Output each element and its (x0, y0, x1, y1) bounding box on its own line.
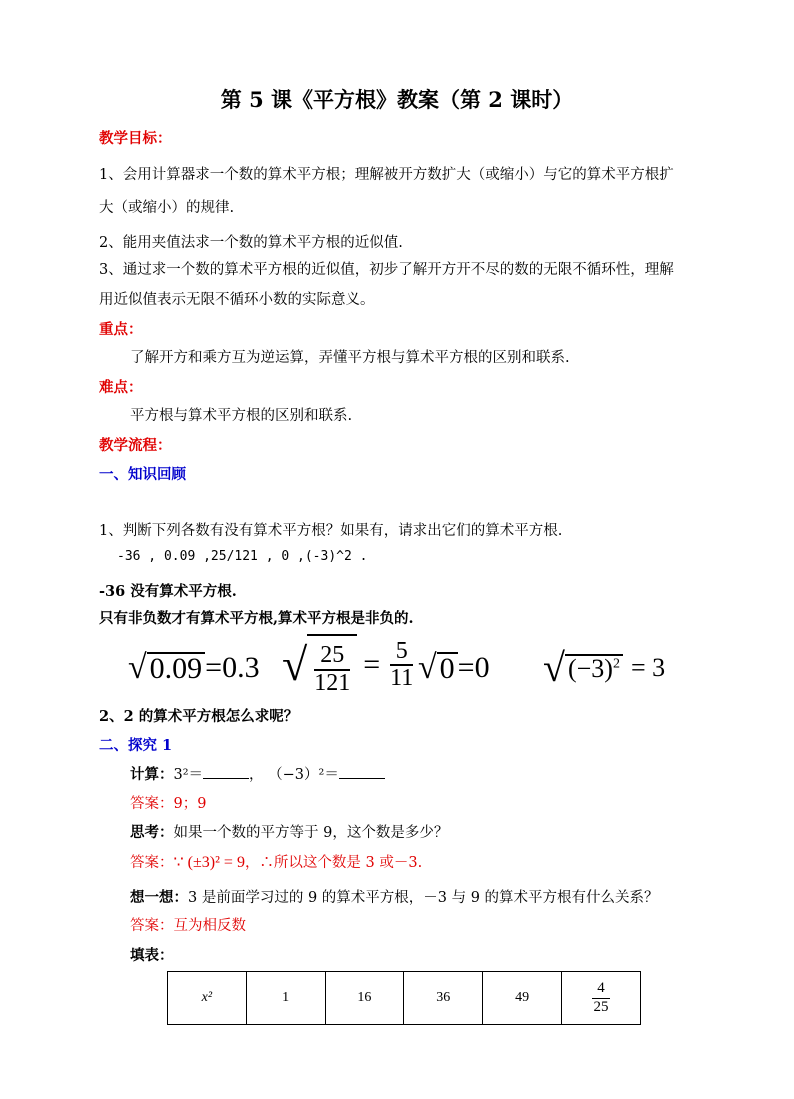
math-sqrt-0: √ 0 =0 (418, 649, 490, 686)
radical-sign: √ (128, 649, 147, 686)
question-1-numbers: -36 , 0.09 ,25/121 , 0 ,(-3)^2 . (117, 549, 368, 564)
answer-rule: 只有非负数才有算术平方根,算术平方根是非负的. (99, 610, 414, 627)
table-cell-fraction: $\frac{4}{25}$ (562, 972, 641, 1025)
radical-sign: √ (543, 645, 565, 690)
objective-3-line1: 3、通过求一个数的算术平方根的近似值，初步了解开方开不尽的数的无限不循环性，理解 (99, 262, 674, 278)
table-cell: 36 (404, 972, 483, 1025)
question-1: 1、判断下列各数有没有算术平方根？如果有，请求出它们的算术平方根. (99, 523, 563, 539)
answer-1: 答案：9；9 (130, 796, 207, 812)
process-heading: 教学流程： (99, 437, 172, 454)
table-cell: 1 (246, 972, 325, 1025)
radical-sign: √ (282, 639, 308, 690)
fill-table (167, 971, 641, 1025)
table-row (168, 972, 641, 1025)
key-points-text: 了解开方和乘方互为逆运算，弄懂平方根与算术平方根的区别和联系. (130, 350, 570, 366)
answer-2: 答案：∵ (±3)² = 9，∴所以这个数是 3 或－3. (130, 854, 423, 871)
objective-3-line2: 用近似值表示无限不循环小数的实际意义。 (99, 292, 375, 308)
answer-neg36: -36 没有算术平方根. (99, 583, 237, 600)
fill-table-label: 填表： (130, 947, 174, 964)
table-head-cell: x² (168, 972, 247, 1025)
objective-2: 2、能用夹值法求一个数的算术平方根的近似值. (99, 235, 403, 251)
calc-line: 计算：3²＝ ， （−3）²＝ (130, 763, 385, 784)
difficulties-heading: 难点： (99, 379, 143, 396)
objectives-heading: 教学目标： (99, 130, 172, 147)
math-sqrt-neg3-squared: √ $(-3)^2$ = 3 (543, 645, 666, 690)
think2-line: 想一想：3 是前面学习过的 9 的算术平方根，－3 与 9 的算术平方根有什么关系？ (130, 889, 659, 906)
key-points-heading: 重点： (99, 321, 143, 338)
difficulties-text: 平方根与算术平方根的区别和联系. (130, 408, 353, 424)
table-cell: 49 (483, 972, 562, 1025)
table-cell: 16 (325, 972, 404, 1025)
answer-3: 答案：互为相反数 (130, 918, 246, 934)
section-1-heading: 一、知识回顾 (99, 466, 186, 483)
objective-1-line2: 大（或缩小）的规律. (99, 200, 235, 216)
math-sqrt-0.09: √ 0.09 =0.3 (128, 649, 260, 686)
blank-1 (203, 766, 249, 779)
radical-sign: √ (418, 649, 437, 686)
think-line: 思考：如果一个数的平方等于 9，这个数是多少？ (130, 824, 449, 841)
math-sqrt-25-121: √ $\frac{25}{121}$ = $\frac{5}{11}$ (282, 636, 417, 694)
objective-1-line1: 1、会用计算器求一个数的算术平方根；理解被开方数扩大（或缩小）与它的算术平方根扩 (99, 167, 674, 183)
section-2-heading: 二、探究 1 (99, 737, 173, 754)
page-title: 第 5 课《平方根》教案（第 2 课时） (220, 87, 574, 112)
question-2: 2、2 的算术平方根怎么求呢？ (99, 708, 299, 725)
blank-2 (339, 766, 385, 779)
